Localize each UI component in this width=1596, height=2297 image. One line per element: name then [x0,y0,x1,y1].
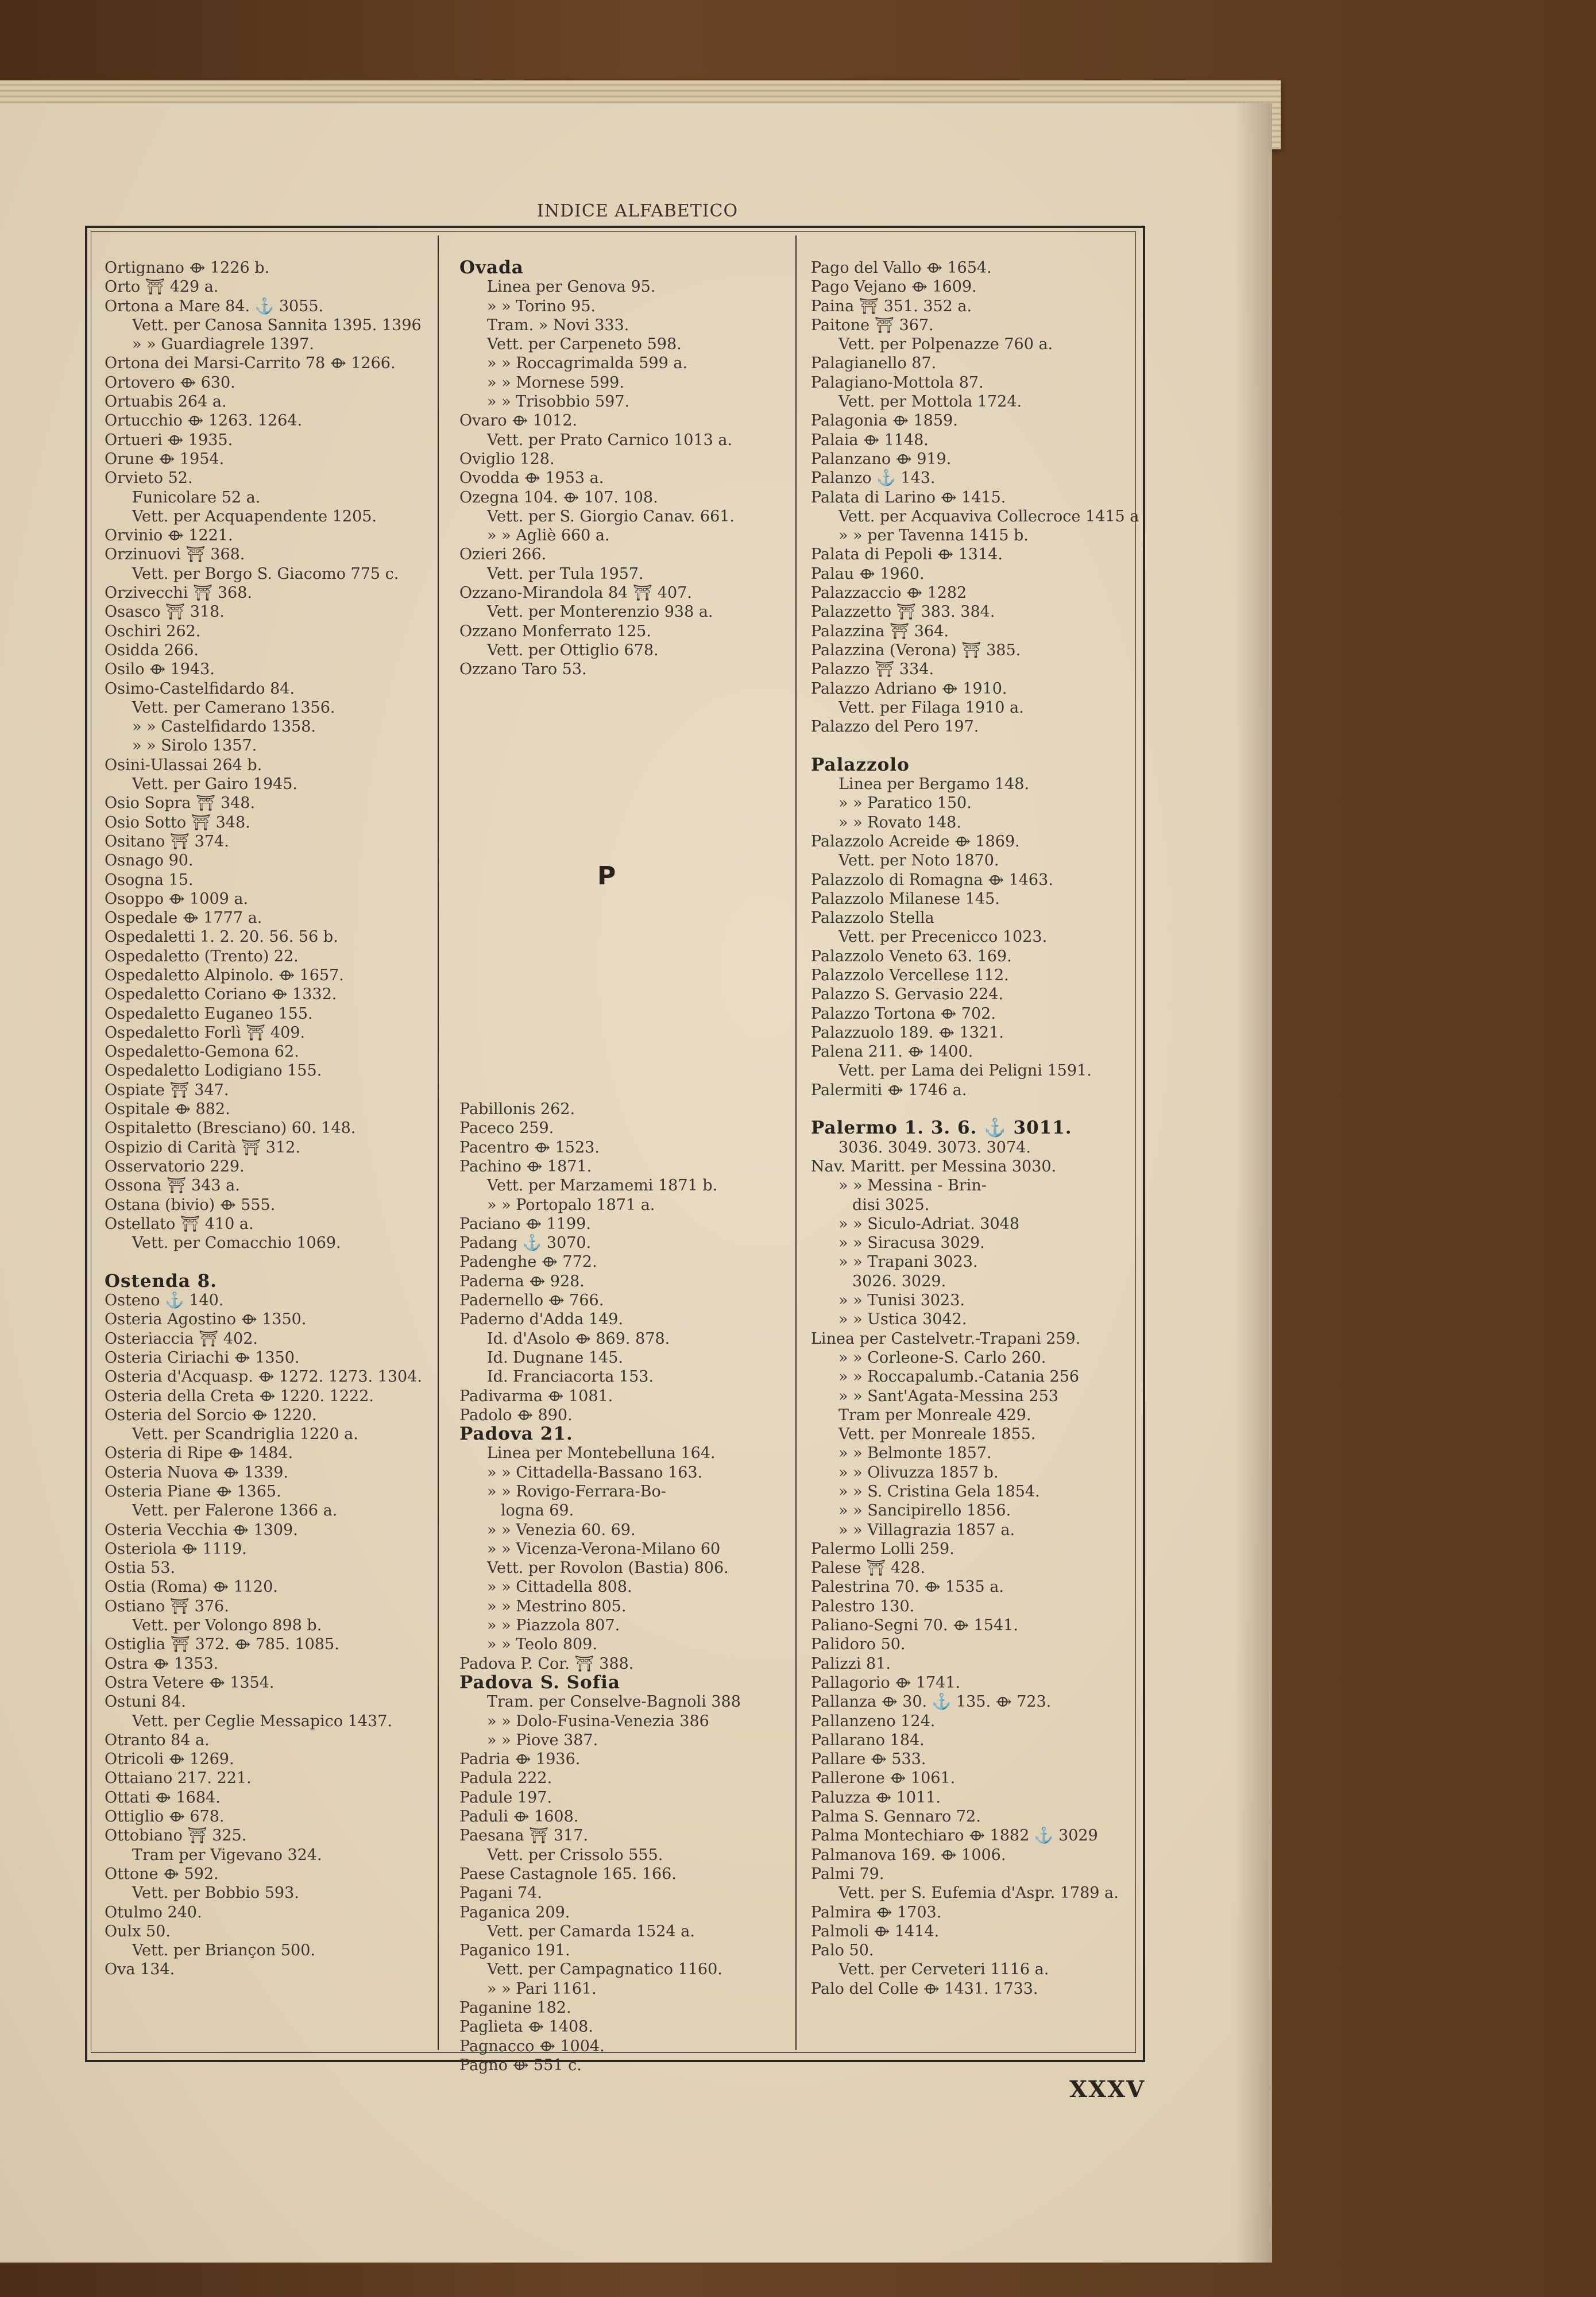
column-divider [438,235,439,2050]
index-entry: Palazzetto ⛩ 383. 384. [811,603,995,621]
index-entry: Ottobiano ⛩ 325. [105,1827,247,1845]
index-entry: Ospedaletto-Gemona 62. [105,1043,299,1061]
spacer [459,756,741,775]
index-entry: Vett. per Mottola 1724. [838,393,1022,411]
index-entry: Vett. per Volongo 898 b. [132,1617,322,1635]
index-entry: Ospedaletto (Trento) 22. [105,947,299,965]
index-entry: » » S. Cristina Gela 1854. [838,1483,1040,1501]
index-entry: Osteria di Ripe ⟴ 1484. [105,1444,293,1463]
index-entry: Ospedale ⟴ 1777 a. [105,909,262,927]
index-heading: Palazzolo [811,754,910,775]
index-entry: Otulmo 240. [105,1903,202,1921]
index-entry: Vett. per Gairo 1945. [132,775,297,794]
spacer [459,908,741,927]
index-entry: » » Roccagrimalda 599 a. [487,354,688,373]
spacer [459,813,741,832]
index-entry: Ortueri ⟴ 1935. [105,431,233,449]
index-entry: Palo del Colle ⟴ 1431. 1733. [811,1979,1038,1998]
index-entry: Padernello ⟴ 766. [459,1291,604,1310]
index-entry: » » Siracusa 3029. [838,1234,985,1252]
index-entry: Vett. per Crissolo 555. [487,1846,663,1864]
index-entry: Ostiano ⛩ 376. [105,1597,229,1615]
index-entry: Palazzo S. Gervasio 224. [811,985,1004,1004]
index-entry: Vett. per Acquapendente 1205. [132,507,377,525]
index-entry: Paese Castagnole 165. 166. [459,1865,677,1883]
index-heading: Palermo 1. 3. 6. ⚓ 3011. [811,1117,1072,1139]
index-entry: » » Sant'Agata-Messina 253 [838,1387,1058,1405]
index-entry: Linea per Bergamo 148. [838,775,1030,794]
index-entry: Palazzaccio ⟴ 1282 [811,584,967,602]
index-entry: Palazzina (Verona) ⛩ 385. [811,641,1021,659]
index-entry: Ospitale ⟴ 882. [105,1100,230,1119]
index-entry: Ova 134. [105,1960,175,1979]
index-entry: Orune ⟴ 1954. [105,450,225,468]
section-letter: P [597,861,616,891]
index-entry: Vett. per Camarda 1524 a. [487,1922,695,1940]
index-entry: » » Pari 1161. [487,1979,597,1998]
index-entry: » » Tunisi 3023. [838,1291,965,1310]
index-entry: Palagiano-Mottola 87. [811,373,984,392]
index-entry: Vett. per Carpeneto 598. [487,335,682,354]
index-heading: Padova S. Sofia [459,1672,620,1693]
index-entry: Paderna ⟴ 928. [459,1272,585,1290]
index-entry: Paganico 191. [459,1942,570,1960]
index-entry: Ostia (Roma) ⟴ 1120. [105,1578,278,1596]
index-entry: Tram. per Conselve-Bagnoli 388 [487,1693,741,1711]
index-entry: Ossona ⛩ 343 a. [105,1177,240,1195]
index-entry: Osio Sopra ⛩ 348. [105,794,256,813]
index-entry: Vett. per Comacchio 1069. [132,1234,341,1252]
index-entry: Paesana ⛩ 317. [459,1827,589,1845]
index-entry: Ospedaletto Forlì ⛩ 409. [105,1023,306,1042]
index-entry: Ostia 53. [105,1559,176,1577]
index-entry: Vett. per Briançon 500. [132,1942,315,1960]
index-entry: Pallerone ⟴ 1061. [811,1769,956,1788]
index-entry: Padule 197. [459,1788,552,1807]
index-entry: Osimo-Castelfidardo 84. [105,679,295,698]
index-entry: Pago del Vallo ⟴ 1654. [811,259,992,277]
index-entry: Palmanova 169. ⟴ 1006. [811,1846,1006,1864]
spacer [459,1061,741,1080]
running-title: INDICE ALFABETICO [536,201,739,221]
spacer [459,927,741,946]
index-entry: Vett. per Camerano 1356. [132,698,335,717]
index-entry: Ozieri 266. [459,546,547,564]
index-entry: Palazzo Tortona ⟴ 702. [811,1004,996,1023]
index-entry: Osteriola ⟴ 1119. [105,1540,247,1558]
spacer [105,1252,422,1271]
index-entry: Vett. per Polpenazze 760 a. [838,335,1053,354]
index-entry: Vett. per Ottiglio 678. [487,641,659,659]
index-entry: Pago Vejano ⟴ 1609. [811,278,977,296]
index-entry: Vett. per Cerveteri 1116 a. [838,1960,1049,1979]
index-entry: » » Olivuzza 1857 b. [838,1463,999,1482]
index-entry: Osteria Nuova ⟴ 1339. [105,1463,289,1482]
index-entry: Paderno d'Adda 149. [459,1310,624,1329]
index-entry: Vett. per Falerone 1366 a. [132,1502,338,1520]
index-entry: Palazzolo Vercellese 112. [811,966,1009,984]
index-entry: Vett. per Scandriglia 1220 a. [132,1425,358,1444]
spacer [459,717,741,736]
index-entry: Ostuni 84. [105,1693,186,1711]
index-entry: Paliano-Segni 70. ⟴ 1541. [811,1617,1018,1635]
index-entry: Orzivecchi ⛩ 368. [105,584,252,602]
index-entry: 3026. 3029. [852,1272,946,1290]
index-entry: Oulx 50. [105,1922,171,1940]
index-entry: Ostana (bivio) ⟴ 555. [105,1196,276,1214]
index-entry: Osteria Ciriachi ⟴ 1350. [105,1348,300,1367]
index-entry: Palma S. Gennaro 72. [811,1808,981,1826]
index-entry: Palermiti ⟴ 1746 a. [811,1081,967,1099]
index-heading: Padova 21. [459,1424,573,1445]
index-entry: Vett. per Campagnatico 1160. [487,1960,722,1979]
index-entry: Vett. per Marzamemi 1871 b. [487,1177,718,1195]
index-entry: Linea per Montebelluna 164. [487,1444,716,1463]
index-entry: Vett. per S. Eufemia d'Aspr. 1789 a. [838,1884,1119,1902]
index-entry: Osnago 90. [105,852,194,870]
index-entry: Palizzi 81. [811,1654,891,1673]
index-entry: Ospitaletto (Bresciano) 60. 148. [105,1119,356,1138]
index-entry: » » Siculo-Adriat. 3048 [838,1215,1020,1233]
spacer [459,698,741,717]
page-number: XXXV [1069,2076,1146,2103]
index-entry: » » Trisobbio 597. [487,393,630,411]
index-entry: » » Mornese 599. [487,373,624,392]
index-entry: Ottati ⟴ 1684. [105,1788,221,1807]
index-entry: Vett. per Rovolon (Bastia) 806. [487,1559,729,1577]
spacer [459,1081,741,1100]
index-entry: Palestro 130. [811,1597,915,1615]
index-entry: Palmira ⟴ 1703. [811,1903,942,1921]
index-entry: Osteria del Sorcio ⟴ 1220. [105,1406,317,1424]
index-entry: Palidoro 50. [811,1635,906,1654]
index-entry: Ortucchio ⟴ 1263. 1264. [105,412,303,430]
index-entry: Pallanza ⟴ 30. ⚓ 135. ⟴ 723. [811,1693,1052,1711]
spacer [459,1023,741,1042]
index-entry: Padova P. Cor. ⛩ 388. [459,1654,634,1673]
index-entry: Orto ⛩ 429 a. [105,278,219,296]
index-entry: Palazzolo Acreide ⟴ 1869. [811,832,1020,850]
index-entry: Paceco 259. [459,1119,554,1138]
spacer [459,1004,741,1023]
index-entry: Ostellato ⛩ 410 a. [105,1215,254,1233]
index-entry: Ozzano Taro 53. [459,660,587,679]
index-entry: Ospedaletti 1. 2. 20. 56. 56 b. [105,928,338,946]
index-entry: Osio Sotto ⛩ 348. [105,813,250,832]
index-entry: Vett. per Noto 1870. [838,852,999,870]
index-entry: Palmi 79. [811,1865,884,1883]
index-entry: Ospedaletto Alpinolo. ⟴ 1657. [105,966,344,984]
index-entry: Vett. per Precenicco 1023. [838,928,1048,946]
spacer [459,966,741,985]
index-entry: Pachino ⟴ 1871. [459,1157,592,1175]
index-entry: Vett. per Lama dei Peligni 1591. [838,1062,1092,1080]
index-entry: Pagno ⟴ 551 c. [459,2056,582,2074]
index-entry: Ortona dei Marsi-Carrito 78 ⟴ 1266. [105,354,396,373]
index-entry: » » Rovato 148. [838,813,961,832]
index-entry: Vett. per S. Giorgio Canav. 661. [487,507,735,525]
index-entry: Funicolare 52 a. [132,488,261,506]
index-entry: » » Rovigo-Ferrara-Bo- [487,1483,666,1501]
index-entry: Palo 50. [811,1942,874,1960]
index-entry: Pacentro ⟴ 1523. [459,1138,600,1157]
index-entry: Vett. per Bobbio 593. [132,1884,299,1902]
index-entry: » » Piove 387. [487,1731,598,1749]
index-entry: Palazzina ⛩ 364. [811,622,949,640]
index-entry: » » Dolo-Fusina-Venezia 386 [487,1712,709,1730]
index-entry: Palaia ⟴ 1148. [811,431,929,449]
index-entry: Pallarano 184. [811,1731,925,1749]
index-entry: Osteria Agostino ⟴ 1350. [105,1310,307,1329]
index-entry: Pabillonis 262. [459,1100,575,1119]
index-entry: Pallagorio ⟴ 1741. [811,1673,961,1692]
index-entry: Linea per Genova 95. [487,278,656,296]
index-entry: Ospedaletto Euganeo 155. [105,1004,313,1023]
index-entry: Palazzo del Pero 197. [811,718,979,736]
index-entry: Palanzo ⚓ 143. [811,469,936,488]
index-entry: Orvinio ⟴ 1221. [105,527,233,545]
index-entry: Pagani 74. [459,1884,542,1902]
index-entry: Ottaiano 217. 221. [105,1769,252,1788]
index-entry: Vett. per Tula 1957. [487,564,644,583]
index-entry: 3036. 3049. 3073. 3074. [838,1138,1031,1157]
index-entry: Paina ⛩ 351. 352 a. [811,297,972,315]
index-entry: Vett. per Acquaviva Collecroce 1415 a [838,507,1139,525]
index-entry: Osoppo ⟴ 1009 a. [105,890,249,908]
index-entry: Oviglio 128. [459,450,555,468]
index-entry: Ostra ⟴ 1353. [105,1654,219,1673]
index-entry: Ovaro ⟴ 1012. [459,412,578,430]
index-entry: Paganine 182. [459,1999,571,2017]
index-entry: Palau ⟴ 1960. [811,564,925,583]
index-entry: Palagianello 87. [811,354,937,373]
index-entry: Ospedaletto Coriano ⟴ 1332. [105,985,337,1004]
index-entry: Vett. per Ceglie Messapico 1437. [132,1712,392,1730]
index-entry: Ostiglia ⛩ 372. ⟴ 785. 1085. [105,1635,339,1654]
index-entry: Paitone ⛩ 367. [811,316,934,334]
index-entry: Ottiglio ⟴ 678. [105,1808,225,1826]
index-heading: Ovada [459,257,524,278]
index-entry: Vett. per Monreale 1855. [838,1425,1036,1444]
index-entry: Palestrina 70. ⟴ 1535 a. [811,1578,1004,1596]
index-entry: » » Torino 95. [487,297,596,315]
index-entry: » » Agliè 660 a. [487,527,610,545]
index-entry: Padenghe ⟴ 772. [459,1253,597,1271]
index-entry: Paglieta ⟴ 1408. [459,2018,593,2036]
index-entry: Palagonia ⟴ 1859. [811,412,958,430]
index-entry: Ozegna 104. ⟴ 107. 108. [459,488,658,506]
index-entry: Id. Franciacorta 153. [487,1368,654,1386]
index-entry: Id. d'Asolo ⟴ 869. 878. [487,1329,670,1348]
index-entry: Palazzolo Stella [811,909,934,927]
index-entry: Otricoli ⟴ 1269. [105,1750,234,1769]
index-entry: Ozzano Monferrato 125. [459,622,651,640]
index-column-1 [105,258,422,1979]
index-entry: Ottone ⟴ 592. [105,1865,219,1883]
spacer [459,679,741,698]
index-entry: Oschiri 262. [105,622,201,640]
index-entry: Padolo ⟴ 890. [459,1406,573,1424]
spacer [459,736,741,755]
index-entry: » » Guardiagrele 1397. [132,335,314,354]
index-entry: » » Sancipirello 1856. [838,1502,1011,1520]
index-entry: Osteriaccia ⛩ 402. [105,1329,258,1348]
index-entry: Palanzano ⟴ 919. [811,450,952,468]
index-entry: Nav. Maritt. per Messina 3030. [811,1157,1057,1175]
spacer [459,1042,741,1061]
index-entry: » » Vicenza-Verona-Milano 60 [487,1540,721,1558]
index-entry: » » Villagrazia 1857 a. [838,1521,1015,1539]
spacer [459,985,741,1004]
index-entry: Padria ⟴ 1936. [459,1750,581,1769]
index-entry: Linea per Castelvetr.-Trapani 259. [811,1329,1081,1348]
index-entry: Tram. » Novi 333. [487,316,629,334]
index-entry: Ortovero ⟴ 630. [105,373,235,392]
index-entry: Osini-Ulassai 264 b. [105,756,262,774]
index-entry: Orzinuovi ⛩ 368. [105,546,245,564]
column-divider [795,235,797,2050]
index-entry: disi 3025. [852,1196,930,1214]
index-entry: Paduli ⟴ 1608. [459,1808,579,1826]
index-entry: Padivarma ⟴ 1081. [459,1387,613,1405]
index-entry: Osteno ⚓ 140. [105,1291,224,1310]
spacer [459,890,741,908]
index-entry: Palese ⛩ 428. [811,1559,926,1577]
index-entry: Orvieto 52. [105,469,193,488]
index-entry: Ortignano ⟴ 1226 b. [105,259,270,277]
index-entry: Palazzolo Veneto 63. 169. [811,947,1012,965]
index-entry: » » Messina - Brin- [838,1177,987,1195]
index-entry: Ovodda ⟴ 1953 a. [459,469,604,488]
page-shadow [1235,103,1272,2263]
index-entry: Padang ⚓ 3070. [459,1234,592,1252]
spacer [459,947,741,966]
index-entry: Palazzolo di Romagna ⟴ 1463. [811,871,1053,889]
index-entry: Osteria della Creta ⟴ 1220. 1222. [105,1387,374,1405]
index-entry: Vett. per Monterenzio 938 a. [487,603,713,621]
index-entry: » » Portopalo 1871 a. [487,1196,655,1214]
index-entry: Id. Dugnane 145. [487,1348,623,1367]
index-entry: Palata di Larino ⟴ 1415. [811,488,1006,506]
spacer [811,736,1139,755]
index-entry: Osogna 15. [105,871,194,889]
index-entry: Pagnacco ⟴ 1004. [459,2037,605,2055]
index-entry: » » Piazzola 807. [487,1617,620,1635]
index-entry: Palermo Lolli 259. [811,1540,954,1558]
index-entry: Tram per Monreale 429. [838,1406,1031,1424]
index-entry: Osilo ⟴ 1943. [105,660,215,679]
index-entry: » » Castelfidardo 1358. [132,718,316,736]
index-entry: Ortuabis 264 a. [105,393,227,411]
index-entry: » » per Tavenna 1415 b. [838,527,1029,545]
index-entry: Vett. per Borgo S. Giacomo 775 c. [132,564,399,583]
index-entry: » » Sirolo 1357. [132,737,257,755]
index-entry: Osteria Piane ⟴ 1365. [105,1483,281,1501]
spacer [459,832,741,851]
index-entry: Vett. per Prato Carnico 1013 a. [487,431,733,449]
index-entry: Pallare ⟴ 533. [811,1750,926,1769]
index-entry: Padula 222. [459,1769,552,1788]
index-entry: logna 69. [501,1502,574,1520]
index-entry: » » Roccapalumb.-Catania 256 [838,1368,1080,1386]
index-entry: Pallanzeno 124. [811,1712,936,1730]
index-entry: Palena 211. ⟴ 1400. [811,1043,973,1061]
index-entry: Otranto 84 a. [105,1731,210,1749]
index-entry: » » Trapani 3023. [838,1253,978,1271]
spacer [459,775,741,794]
index-entry: Ospizio di Carità ⛩ 312. [105,1138,300,1157]
index-entry: Ospedaletto Lodigiano 155. [105,1062,322,1080]
index-entry: Osteria d'Acquasp. ⟴ 1272. 1273. 1304. [105,1368,422,1386]
index-heading: Ostenda 8. [105,1270,217,1291]
index-entry: » » Teolo 809. [487,1635,597,1654]
index-entry: Ortona a Mare 84. ⚓ 3055. [105,297,324,315]
index-entry: Ostra Vetere ⟴ 1354. [105,1673,275,1692]
index-entry: Palmoli ⟴ 1414. [811,1922,940,1940]
index-entry: Palata di Pepoli ⟴ 1314. [811,546,1003,564]
index-column-2 [459,258,741,2075]
index-entry: Palazzo Adriano ⟴ 1910. [811,679,1007,698]
index-entry: » » Corleone-S. Carlo 260. [838,1348,1046,1367]
index-entry: » » Venezia 60. 69. [487,1521,636,1539]
index-entry: » » Cittadella-Bassano 163. [487,1463,703,1482]
index-entry: Palazzuolo 189. ⟴ 1321. [811,1023,1004,1042]
index-entry: Osidda 266. [105,641,199,659]
index-entry: » » Belmonte 1857. [838,1444,992,1463]
index-entry: Ozzano-Mirandola 84 ⛩ 407. [459,584,692,602]
index-entry: Ospiate ⛩ 347. [105,1081,229,1099]
index-entry: Paciano ⟴ 1199. [459,1215,591,1233]
index-entry: Vett. per Canosa Sannita 1395. 1396 [132,316,422,334]
index-entry: » » Mestrino 805. [487,1597,627,1615]
index-entry: Paganica 209. [459,1903,570,1921]
spacer [459,794,741,813]
index-entry: Ositano ⛩ 374. [105,832,229,850]
index-entry: Osteria Vecchia ⟴ 1309. [105,1521,298,1539]
index-entry: Tram per Vigevano 324. [132,1846,322,1864]
index-entry: » » Cittadella 808. [487,1578,632,1596]
index-entry: » » Paratico 150. [838,794,972,813]
index-entry: » » Ustica 3042. [838,1310,967,1329]
index-entry: Palazzo ⛩ 334. [811,660,934,679]
index-column-3 [811,258,1139,1998]
index-entry: Paluzza ⟴ 1011. [811,1788,941,1807]
index-entry: Vett. per Filaga 1910 a. [838,698,1024,717]
spacer [811,1100,1139,1119]
index-entry: Palma Montechiaro ⟴ 1882 ⚓ 3029 [811,1827,1098,1845]
index-entry: Osservatorio 229. [105,1157,245,1175]
index-entry: Osasco ⛩ 318. [105,603,225,621]
index-entry: Palazzolo Milanese 145. [811,890,1000,908]
